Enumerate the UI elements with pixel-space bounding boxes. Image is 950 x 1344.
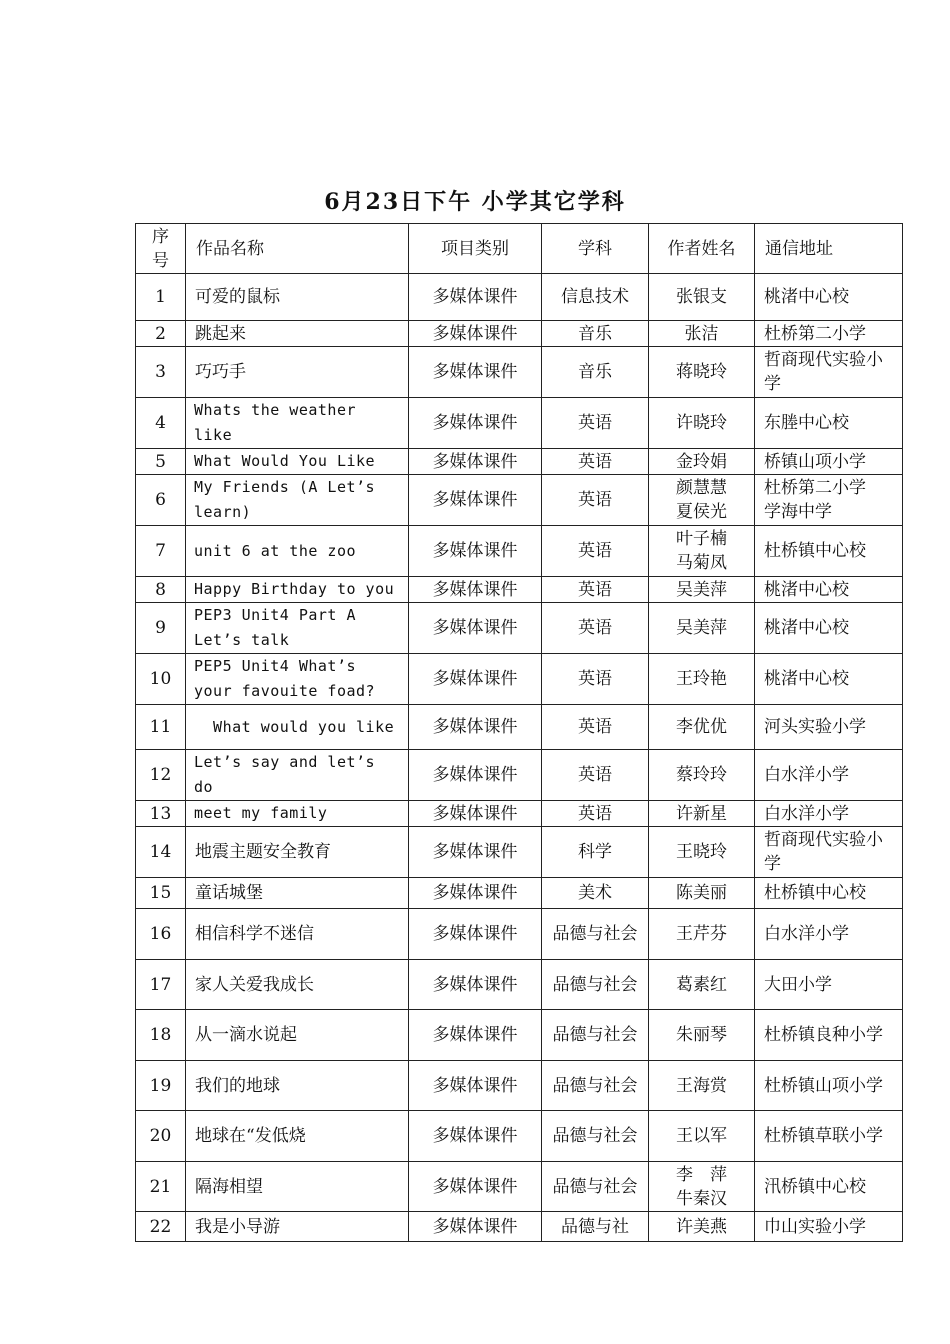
cell-author: 王玲艳 [649, 654, 755, 705]
cell-name: 我们的地球 [186, 1061, 409, 1111]
cell-type: 多媒体课件 [409, 475, 542, 526]
cell-author: 葛素红 [649, 960, 755, 1010]
cell-author: 吴美萍 [649, 603, 755, 654]
table-row [136, 449, 903, 475]
table-row [136, 705, 903, 750]
cell-author: 张洁 [649, 321, 755, 347]
cell-address: 东塍中心校 [755, 398, 903, 449]
cell-type: 多媒体课件 [409, 705, 542, 750]
cell-author: 叶子楠 马菊凤 [649, 526, 755, 577]
cell-address: 桃渚中心校 [755, 274, 903, 321]
cell-author: 王海赏 [649, 1061, 755, 1111]
cell-no: 5 [136, 449, 186, 475]
cell-no: 18 [136, 1010, 186, 1061]
cell-name: 隔海相望 [186, 1162, 409, 1212]
cell-subject: 美术 [542, 878, 649, 909]
cell-name: 我是小导游 [186, 1212, 409, 1242]
cell-type: 多媒体课件 [409, 321, 542, 347]
cell-type: 多媒体课件 [409, 750, 542, 801]
cell-subject: 品德与社会 [542, 909, 649, 960]
cell-subject: 英语 [542, 801, 649, 827]
cell-name: 跳起来 [186, 321, 409, 347]
cell-no: 13 [136, 801, 186, 827]
cell-name: unit 6 at the zoo [186, 526, 409, 577]
cell-subject: 英语 [542, 654, 649, 705]
cell-address: 白水洋小学 [755, 909, 903, 960]
cell-author: 朱丽琴 [649, 1010, 755, 1061]
cell-address: 桥镇山项小学 [755, 449, 903, 475]
cell-address: 桃渚中心校 [755, 577, 903, 603]
header-subject: 学科 [542, 224, 649, 274]
table-row [136, 801, 903, 827]
table-row [136, 603, 903, 654]
table-row [136, 878, 903, 909]
cell-type: 多媒体课件 [409, 654, 542, 705]
cell-name: Whats the weather like [186, 398, 409, 449]
table-row [136, 909, 903, 960]
cell-subject: 音乐 [542, 321, 649, 347]
cell-no: 20 [136, 1111, 186, 1162]
table-row [136, 274, 903, 321]
cell-address: 杜桥第二小学 学海中学 [755, 475, 903, 526]
cell-name: 巧巧手 [186, 347, 409, 398]
table-row [136, 1162, 903, 1212]
cell-type: 多媒体课件 [409, 878, 542, 909]
cell-address: 白水洋小学 [755, 801, 903, 827]
cell-name: PEP3 Unit4 Part A Let’s talk [186, 603, 409, 654]
cell-author: 蒋晓玲 [649, 347, 755, 398]
header-no: 序号 [136, 224, 186, 274]
cell-name: 地球在“发低烧 [186, 1111, 409, 1162]
cell-no: 8 [136, 577, 186, 603]
header-author: 作者姓名 [649, 224, 755, 274]
cell-no: 17 [136, 960, 186, 1010]
cell-address: 杜桥镇中心校 [755, 526, 903, 577]
header-name: 作品名称 [186, 224, 409, 274]
cell-no: 2 [136, 321, 186, 347]
cell-subject: 科学 [542, 827, 649, 878]
header-address: 通信地址 [755, 224, 903, 274]
cell-subject: 品德与社 [542, 1212, 649, 1242]
cell-author: 吴美萍 [649, 577, 755, 603]
cell-name: PEP5 Unit4 What’s your favouite foad? [186, 654, 409, 705]
cell-type: 多媒体课件 [409, 827, 542, 878]
cell-subject: 品德与社会 [542, 960, 649, 1010]
cell-no: 22 [136, 1212, 186, 1242]
table-row [136, 1061, 903, 1111]
table-row [136, 321, 903, 347]
cell-no: 11 [136, 705, 186, 750]
cell-type: 多媒体课件 [409, 347, 542, 398]
header-row [136, 224, 903, 274]
cell-author: 陈美丽 [649, 878, 755, 909]
cell-subject: 英语 [542, 475, 649, 526]
cell-name: What Would You Like [186, 449, 409, 475]
cell-no: 3 [136, 347, 186, 398]
cell-address: 大田小学 [755, 960, 903, 1010]
table-row [136, 577, 903, 603]
cell-name: 从一滴水说起 [186, 1010, 409, 1061]
page-title: 6月23日下午 小学其它学科 [324, 189, 626, 215]
cell-no: 14 [136, 827, 186, 878]
cell-subject: 品德与社会 [542, 1010, 649, 1061]
cell-name: My Friends (A Let’s learn) [186, 475, 409, 526]
cell-no: 7 [136, 526, 186, 577]
cell-subject: 英语 [542, 603, 649, 654]
cell-no: 16 [136, 909, 186, 960]
cell-type: 多媒体课件 [409, 526, 542, 577]
cell-type: 多媒体课件 [409, 449, 542, 475]
cell-no: 15 [136, 878, 186, 909]
cell-author: 王晓玲 [649, 827, 755, 878]
cell-type: 多媒体课件 [409, 398, 542, 449]
cell-author: 许美燕 [649, 1212, 755, 1242]
cell-name: 可爱的鼠标 [186, 274, 409, 321]
cell-subject: 英语 [542, 398, 649, 449]
cell-no: 1 [136, 274, 186, 321]
cell-subject: 英语 [542, 705, 649, 750]
table-row [136, 1111, 903, 1162]
cell-type: 多媒体课件 [409, 1061, 542, 1111]
cell-subject: 品德与社会 [542, 1061, 649, 1111]
cell-subject: 音乐 [542, 347, 649, 398]
cell-no: 4 [136, 398, 186, 449]
cell-name: 童话城堡 [186, 878, 409, 909]
cell-author: 王芹芬 [649, 909, 755, 960]
cell-no: 12 [136, 750, 186, 801]
cell-type: 多媒体课件 [409, 1010, 542, 1061]
cell-subject: 英语 [542, 577, 649, 603]
cell-author: 李 萍 牛秦汉 [649, 1162, 755, 1212]
table-row [136, 475, 903, 526]
table-row [136, 1010, 903, 1061]
cell-type: 多媒体课件 [409, 1111, 542, 1162]
cell-subject: 品德与社会 [542, 1162, 649, 1212]
cell-type: 多媒体课件 [409, 1212, 542, 1242]
table-row [136, 827, 903, 878]
cell-address: 哲商现代实验小学 [755, 347, 903, 398]
cell-author: 许新星 [649, 801, 755, 827]
table-row [136, 1212, 903, 1242]
table-row [136, 347, 903, 398]
cell-type: 多媒体课件 [409, 909, 542, 960]
cell-name: Let’s say and let’s do [186, 750, 409, 801]
table-row [136, 654, 903, 705]
cell-name: What would you like [186, 705, 409, 750]
cell-subject: 英语 [542, 526, 649, 577]
cell-type: 多媒体课件 [409, 603, 542, 654]
cell-address: 河头实验小学 [755, 705, 903, 750]
cell-address: 杜桥镇良种小学 [755, 1010, 903, 1061]
cell-no: 19 [136, 1061, 186, 1111]
cell-no: 21 [136, 1162, 186, 1212]
cell-author: 颜慧慧 夏侯光 [649, 475, 755, 526]
cell-name: meet my family [186, 801, 409, 827]
table-row [136, 750, 903, 801]
cell-address: 杜桥镇草联小学 [755, 1111, 903, 1162]
cell-address: 桃渚中心校 [755, 654, 903, 705]
cell-type: 多媒体课件 [409, 960, 542, 1010]
cell-address: 白水洋小学 [755, 750, 903, 801]
cell-address: 桃渚中心校 [755, 603, 903, 654]
cell-type: 多媒体课件 [409, 1162, 542, 1212]
cell-subject: 品德与社会 [542, 1111, 649, 1162]
cell-author: 李优优 [649, 705, 755, 750]
cell-name: 地震主题安全教育 [186, 827, 409, 878]
cell-no: 6 [136, 475, 186, 526]
table-row [136, 526, 903, 577]
cell-name: 相信科学不迷信 [186, 909, 409, 960]
cell-author: 张银支 [649, 274, 755, 321]
cell-no: 9 [136, 603, 186, 654]
cell-type: 多媒体课件 [409, 274, 542, 321]
table-row [136, 398, 903, 449]
cell-author: 蔡玲玲 [649, 750, 755, 801]
cell-name: 家人关爱我成长 [186, 960, 409, 1010]
cell-subject: 英语 [542, 449, 649, 475]
cell-author: 金玲娟 [649, 449, 755, 475]
table-row [136, 960, 903, 1010]
cell-type: 多媒体课件 [409, 801, 542, 827]
cell-address: 杜桥第二小学 [755, 321, 903, 347]
header-type: 项目类别 [409, 224, 542, 274]
cell-address: 杜桥镇中心校 [755, 878, 903, 909]
cell-subject: 英语 [542, 750, 649, 801]
cell-author: 王以军 [649, 1111, 755, 1162]
cell-name: Happy Birthday to you [186, 577, 409, 603]
cell-address: 巾山实验小学 [755, 1212, 903, 1242]
cell-author: 许晓玲 [649, 398, 755, 449]
cell-address: 汛桥镇中心校 [755, 1162, 903, 1212]
cell-address: 杜桥镇山项小学 [755, 1061, 903, 1111]
entries-table [135, 223, 903, 1242]
cell-address: 哲商现代实验小学 [755, 827, 903, 878]
cell-type: 多媒体课件 [409, 577, 542, 603]
cell-no: 10 [136, 654, 186, 705]
cell-subject: 信息技术 [542, 274, 649, 321]
